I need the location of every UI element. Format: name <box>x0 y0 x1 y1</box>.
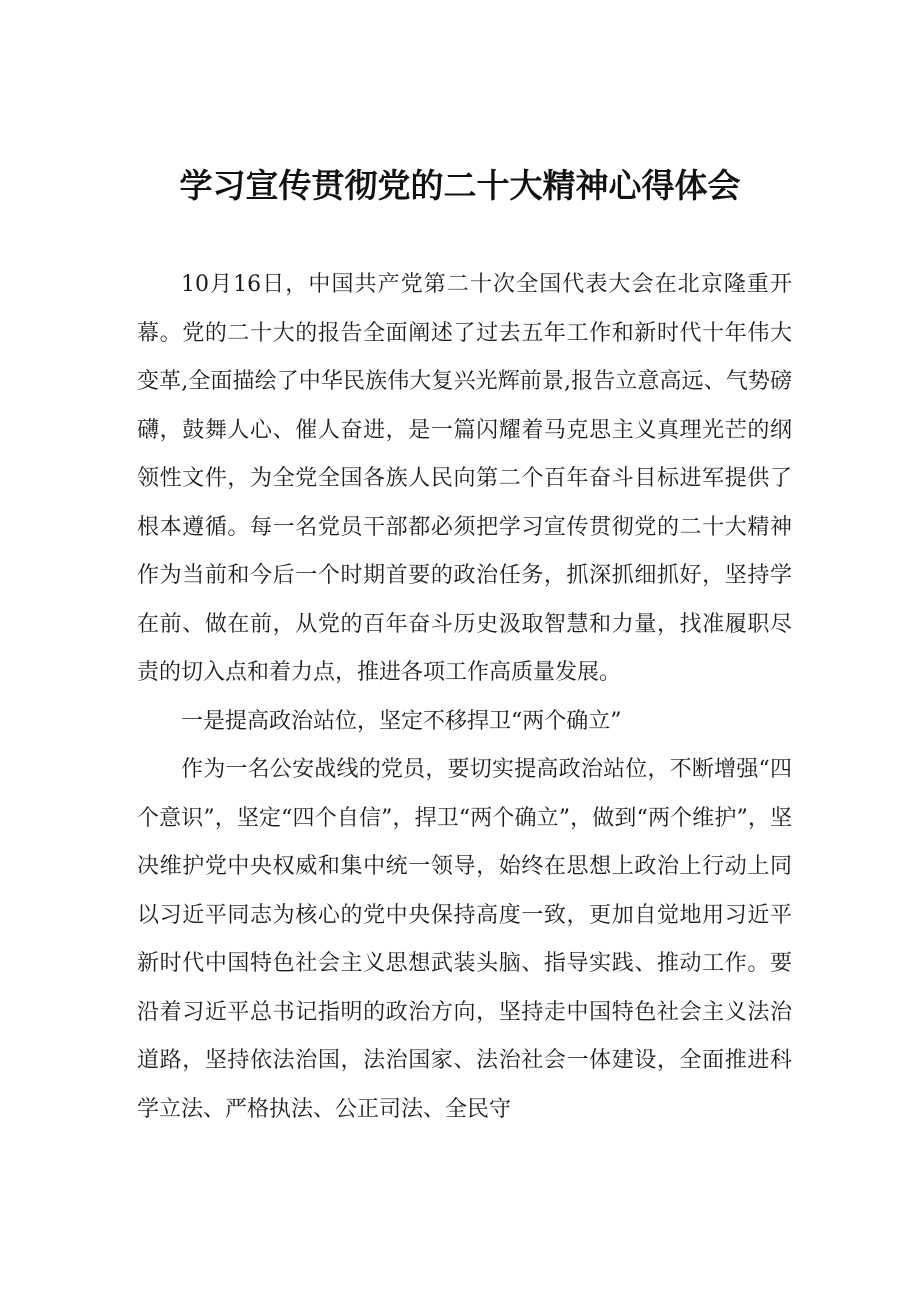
intro-paragraph: 10月16日，中国共产党第二十次全国代表大会在北京隆重开幕。党的二十大的报告全面阐述了过去五年工作和新时代十年伟大变革,全面描绘了中华民族伟大复兴光辉前景,报告立意高远、气势磅礴，鼓舞人心、催人奋进，是一篇闪耀着马克思主义真理光芒的纲领性文件，为全党全国各族人民向第二个百年奋斗目标进军提供了根本遵循。每一名党员干部都必须把学习宣传贯彻党的二十大精神作为当前和今后一个时期首要的政治任务，抓深抓细抓好，坚持学在前、做在前，从党的百年奋斗历史汲取智慧和力量，找准履职尽责的切入点和着力点，推进各项工作高质量发展。 <box>137 272 792 685</box>
document-title: 学习宣传贯彻党的二十大精神心得体会 <box>179 166 741 205</box>
section-paragraph: 作为一名公安战线的党员，要切实提高政治站位，不断增强“四个意识”，坚定“四个自信”，捍卫“两个确立”，做到“两个维护”，坚决维护党中央权威和集中统一领导，始终在思想上政治上行动上同以习近平同志为核心的党中央保持高度一致，更加自觉地用习近平新时代中国特色社会主义思想武装头脑、指导实践、推动工作。要沿着习近平总书记指明的政治方向，坚持走中国特色社会主义法治道路，坚持依法治国，法治国家、法治社会一体建设，全面推进科学立法、严格执法、公正司法、全民守 <box>137 757 792 1122</box>
document-body <box>137 261 792 1134</box>
section-heading: 一是提高政治站位，坚定不移捍卫“两个确立” <box>181 708 622 734</box>
